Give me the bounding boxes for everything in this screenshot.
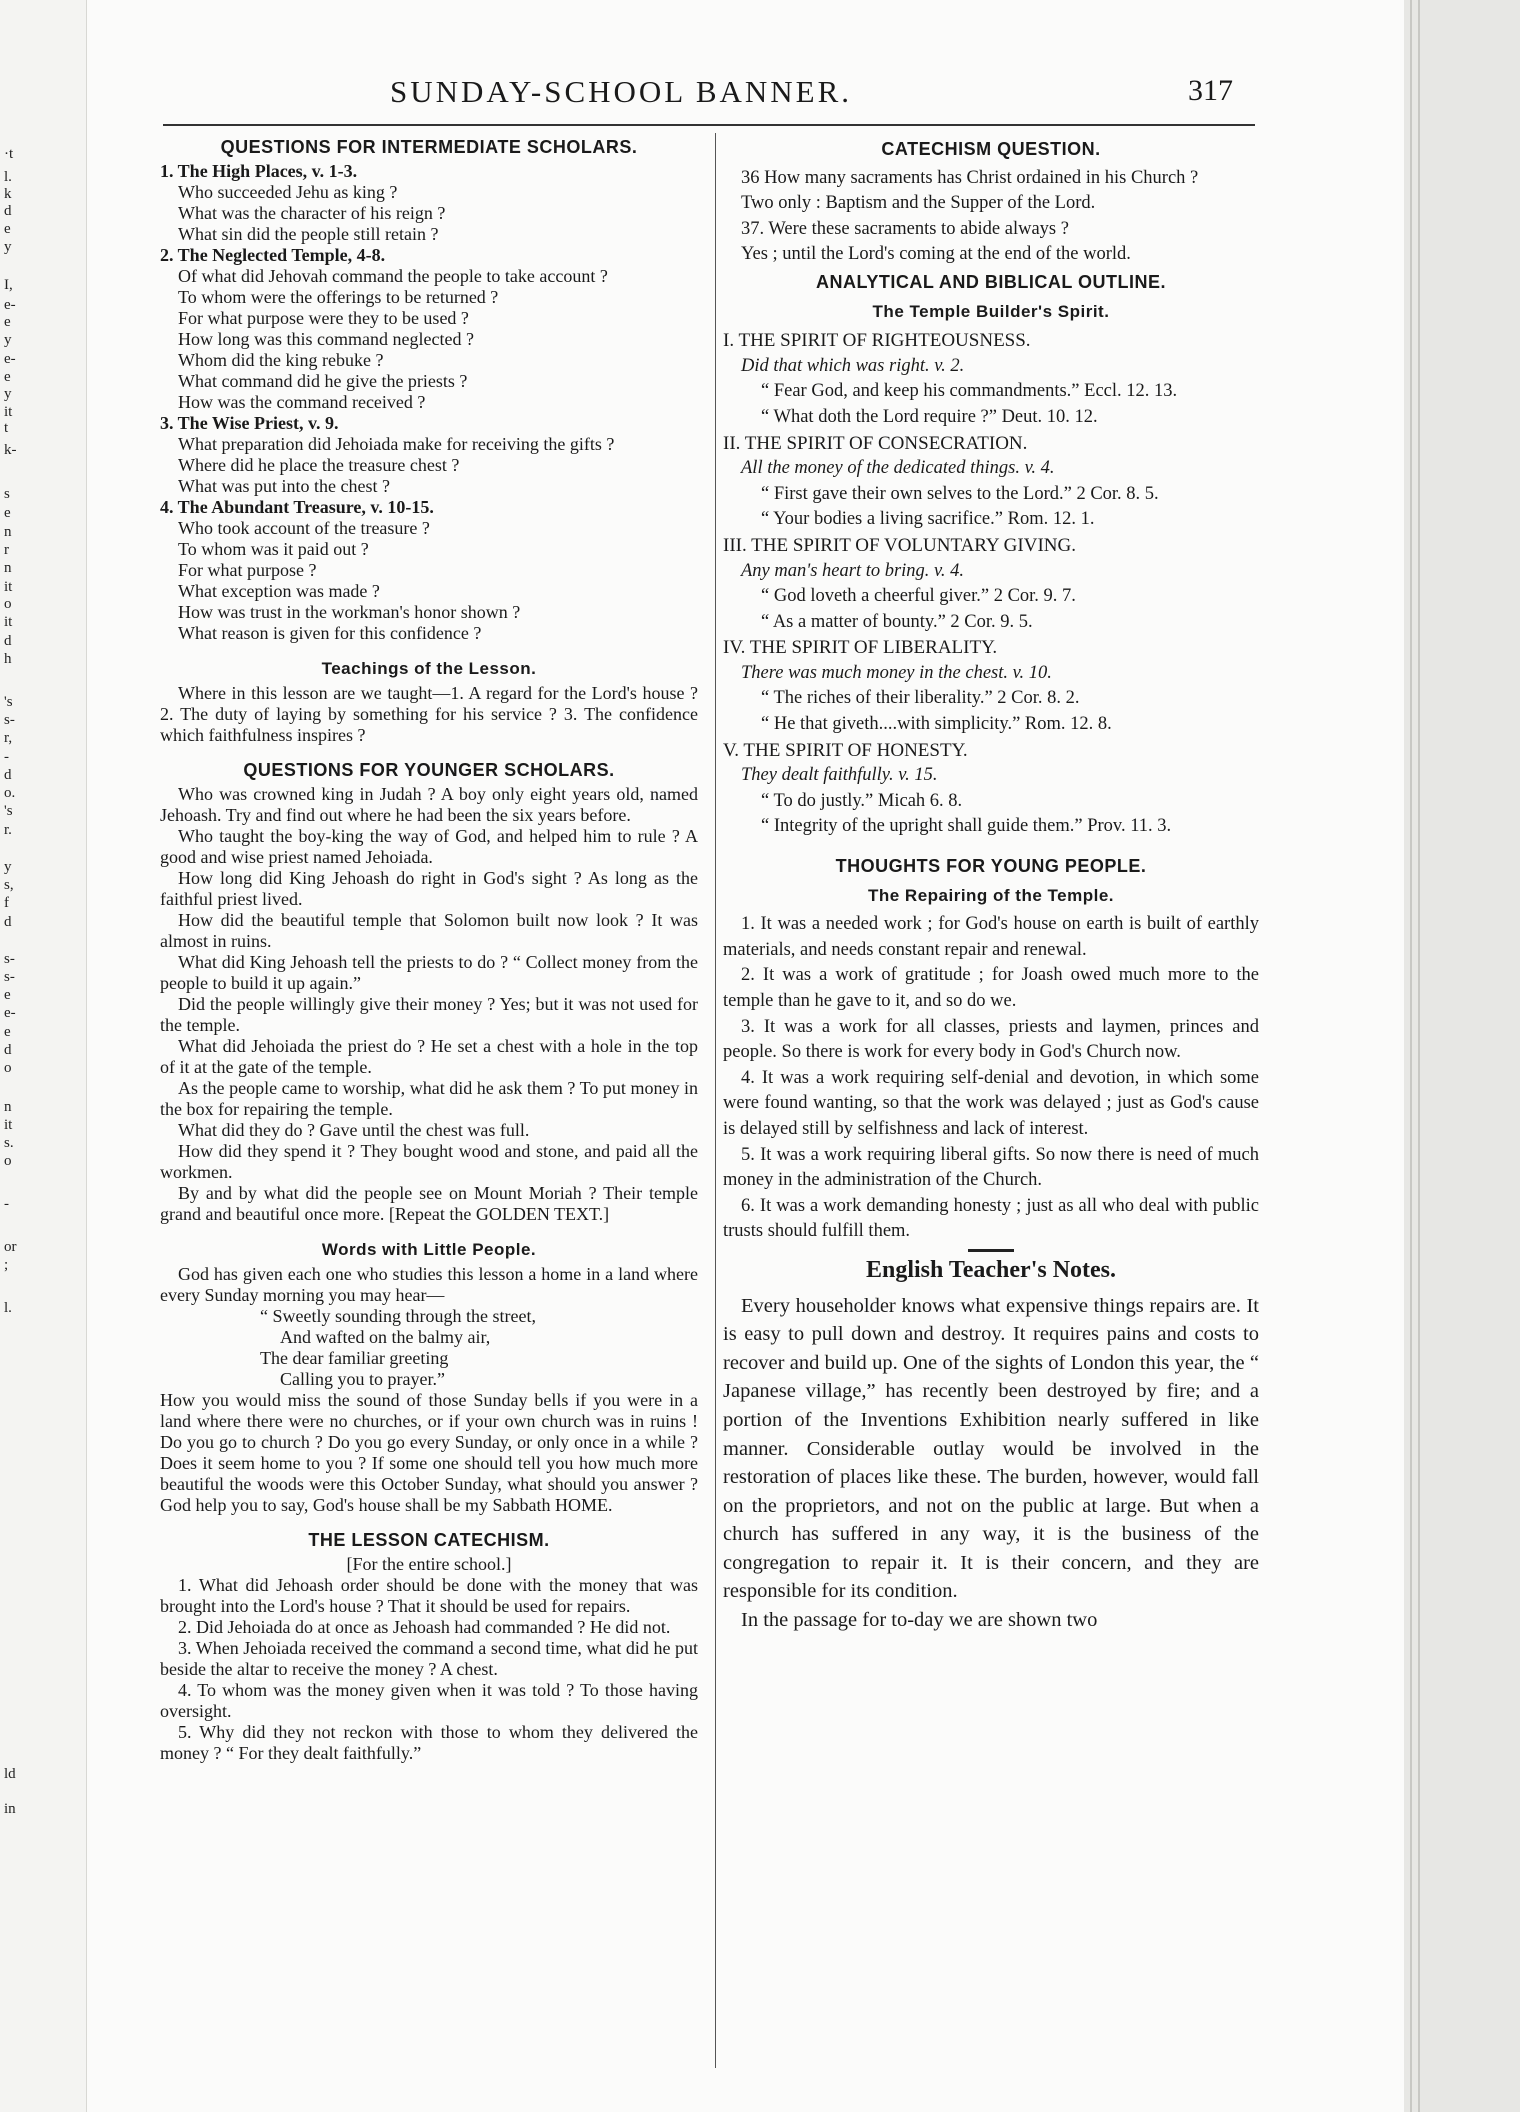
outline-heading: I. THE SPIRIT OF RIGHTEOUSNESS. xyxy=(723,330,1031,352)
outline-heading: IV. THE SPIRIT OF LIBERALITY. xyxy=(723,637,998,659)
text-line: 1. The High Places, v. 1-3. xyxy=(160,161,358,181)
text-line: “ The riches of their liberality.” 2 Cor. 8. 2. xyxy=(761,688,1080,709)
page-number: 317 xyxy=(1188,74,1233,107)
section-heading: The Repairing of the Temple. xyxy=(867,885,1115,905)
paragraph: Who was crowned king in Judah ? A boy only eight years old, named Jehoash. Try and find out where he had been the six years before. xyxy=(160,784,698,825)
gutter-fragment: o xyxy=(4,1060,12,1076)
gutter-fragment: it xyxy=(4,1117,13,1133)
text-line: Any man's heart to bring. v. 4. xyxy=(741,560,965,581)
gutter-fragment: s, xyxy=(4,877,14,893)
text-line: “ First gave their own selves to the Lord.” 2 Cor. 8. 5. xyxy=(761,483,1159,504)
gutter-fragment: f xyxy=(4,895,9,911)
gutter-fragment: ; xyxy=(4,1257,9,1273)
text-line: Who took account of the treasure ? xyxy=(178,518,430,538)
gutter-fragment: o xyxy=(4,596,12,612)
paragraph: How did they spend it ? They bought wood and stone, and paid all the workmen. xyxy=(160,1141,698,1182)
paragraph: 1. It was a needed work ; for God's house on earth is built of earthly materials, and needs constant repair and renewal. xyxy=(723,914,1259,960)
paragraph: What did Jehoiada the priest do ? He set a chest with a hole in the top of it at the gate of the temple. xyxy=(160,1036,698,1077)
gutter-fragment: h xyxy=(4,651,12,667)
outline-heading: II. THE SPIRIT OF CONSECRATION. xyxy=(723,432,1028,454)
gutter-fragment: n xyxy=(4,1099,12,1115)
gutter-fragment: k- xyxy=(4,442,17,458)
gutter-fragment: - xyxy=(4,1196,9,1212)
text-line: Did that which was right. v. 2. xyxy=(741,355,965,376)
spacer xyxy=(160,1225,698,1237)
paragraph: Where in this lesson are we taught—1. A regard for the Lord's house ? 2. The duty of laying by something for his service ? 3. The confidence which faithfulness inspires ? xyxy=(160,683,698,745)
text-line: What exception was made ? xyxy=(178,581,380,601)
paragraph: 6. It was a work demanding honesty ; just as all who deal with public trusts should fulfill them. xyxy=(723,1195,1259,1242)
gutter-fragment: k xyxy=(4,186,12,202)
text-line: What was the character of his reign ? xyxy=(178,203,446,223)
spacer xyxy=(160,644,698,656)
text-line: 4. The Abundant Treasure, v. 10-15. xyxy=(160,497,434,517)
paragraph: 4. It was a work requiring self-denial and devotion, in which some were found wanting, so that the work was delayed ; just as God's cause is delayed still by selfishness and lack of interest. xyxy=(723,1067,1259,1139)
gutter-fragment: d xyxy=(4,633,12,649)
paragraph: 4. To whom was the money given when it was told ? To those having oversight. xyxy=(160,1680,698,1721)
text-line: “ Fear God, and keep his commandments.” Eccl. 12. 13. xyxy=(761,381,1178,402)
section-heading: THE LESSON CATECHISM. xyxy=(308,1530,550,1550)
text-line: How long was this command neglected ? xyxy=(178,329,474,349)
paragraph: 36 How many sacraments has Christ ordained in his Church ? xyxy=(741,167,1199,188)
text-line: [For the entire school.] xyxy=(346,1554,512,1574)
section-heading: Teachings of the Lesson. xyxy=(321,659,537,678)
gutter-fragment: t xyxy=(4,420,9,436)
text-line: How was trust in the workman's honor shown ? xyxy=(178,602,521,622)
paragraph: How you would miss the sound of those Sunday bells if you were in a land where there were no churches, or if your own church was in ruins ! Do you go to church ? Do you go every Sunday, or only once in a while ? Does it seem home to you ? If some one should tell you how much more beautiful the woods were this October Sunday, what should you answer ? God help you to say, God's house shall be my Sabbath HOME. xyxy=(160,1390,698,1515)
poem-line: Calling you to prayer.” xyxy=(280,1369,445,1389)
text-line: For what purpose were they to be used ? xyxy=(178,308,469,328)
text-line: Yes ; until the Lord's coming at the end of the world. xyxy=(741,244,1131,265)
gutter-fragment: l. xyxy=(4,1300,12,1316)
paragraph: 5. Why did they not reckon with those to whom they delivered the money ? “ For they dealt faithfully.” xyxy=(160,1722,698,1763)
gutter-fragment: y xyxy=(4,239,12,255)
gutter-fragment: l. xyxy=(4,169,12,185)
text-line: To whom was it paid out ? xyxy=(178,539,369,559)
gutter-fragment: d xyxy=(4,203,12,219)
text-line: “ He that giveth....with simplicity.” Rom. 12. 8. xyxy=(761,714,1112,735)
right-column xyxy=(723,135,1259,1635)
section-heading: Words with Little People. xyxy=(321,1240,537,1259)
text-line: How was the command received ? xyxy=(178,392,426,412)
edge-strip xyxy=(1418,0,1420,2112)
gutter-fragment: e xyxy=(4,369,11,385)
gutter-fragment: I, xyxy=(4,277,13,293)
gutter-fragment: s. xyxy=(4,1135,14,1151)
gutter-fragment: or xyxy=(4,1239,17,1255)
gutter-fragment: e- xyxy=(4,351,16,367)
gutter-fragment: e- xyxy=(4,1005,16,1021)
gutter-fragment: e xyxy=(4,505,11,521)
gutter-fragment: e xyxy=(4,1024,11,1040)
gutter-fragment: e xyxy=(4,221,11,237)
text-line: “ To do justly.” Micah 6. 8. xyxy=(761,790,963,811)
gutter-fragment: o xyxy=(4,1153,12,1169)
paragraph: What did King Jehoash tell the priests to do ? “ Collect money from the people to build it up again.” xyxy=(160,952,698,993)
text-line: Where did he place the treasure chest ? xyxy=(178,455,460,475)
edge-strip xyxy=(1410,0,1412,2112)
gutter-fragment: d xyxy=(4,767,12,783)
text-line: Whom did the king rebuke ? xyxy=(178,350,384,370)
gutter-fragment: y xyxy=(4,332,12,348)
gutter-fragment: d xyxy=(4,1042,12,1058)
gutter-fragment: n xyxy=(4,560,12,576)
text-line: What sin did the people still retain ? xyxy=(178,224,439,244)
paragraph: 1. What did Jehoash order should be done with the money that was brought into the Lord's house ? That it should be used for repairs. xyxy=(160,1575,698,1616)
poem-line: And wafted on the balmy air, xyxy=(280,1327,491,1347)
gutter-fragment: y xyxy=(4,386,12,402)
gutter-fragment: it xyxy=(4,614,13,630)
paragraph: 5. It was a work requiring liberal gifts. So now there is need of much money in the administration of the Church. xyxy=(723,1144,1259,1191)
text-line: 37. Were these sacraments to abide always ? xyxy=(741,218,1069,239)
gutter-fragment: ld xyxy=(4,1766,16,1782)
running-header-title: SUNDAY-SCHOOL BANNER. xyxy=(390,74,853,109)
paragraph: 2. Did Jehoiada do at once as Jehoash had commanded ? He did not. xyxy=(178,1617,671,1637)
paragraph: How long did King Jehoash do right in God's sight ? As long as the faithful priest lived. xyxy=(160,868,698,909)
text-line: What was put into the chest ? xyxy=(178,476,390,496)
poem-line: The dear familiar greeting xyxy=(260,1348,449,1368)
gutter-fragment: e xyxy=(4,314,11,330)
spacer xyxy=(160,1516,698,1528)
poem-line: “ Sweetly sounding through the street, xyxy=(260,1306,536,1326)
section-heading: CATECHISM QUESTION. xyxy=(881,139,1101,159)
column-divider xyxy=(715,133,716,2068)
text-line: All the money of the dedicated things. v. 4. xyxy=(741,458,1055,479)
gutter-fragment: e- xyxy=(4,297,16,313)
gutter-fragment: it xyxy=(4,404,13,420)
paragraph: Who taught the boy-king the way of God, and helped him to rule ? A good and wise priest named Jehoiada. xyxy=(160,826,698,867)
gutter-fragment: s- xyxy=(4,951,15,967)
section-heading: The Temple Builder's Spirit. xyxy=(872,301,1110,321)
text-line: 2. The Neglected Temple, 4-8. xyxy=(160,245,386,265)
paragraph: In the passage for to-day we are shown two xyxy=(741,1609,1098,1632)
gutter-fragment: r, xyxy=(4,730,13,746)
paragraph: What preparation did Jehoiada make for receiving the gifts ? xyxy=(178,434,615,454)
gutter-fragment: n xyxy=(4,524,12,540)
outline-heading: III. THE SPIRIT OF VOLUNTARY GIVING. xyxy=(723,534,1076,556)
gutter-fragment: in xyxy=(4,1801,16,1817)
paragraph: God has given each one who studies this lesson a home in a land where every Sunday morning you may hear— xyxy=(160,1264,698,1305)
text-line: “ What doth the Lord require ?” Deut. 10. 12. xyxy=(761,406,1098,427)
paragraph: 2. It was a work of gratitude ; for Joash owed much more to the temple than he gave to it, and so do we. xyxy=(723,965,1259,1011)
paragraph: Every householder knows what expensive things repairs are. It is easy to pull down and destroy. It requires pains and costs to recover and build up. One of the sights of London this year, the “ Japanese village,” has recently been destroyed by fire; and a portion of the Inventions Exhibition nearly suffered in like manner. Considerable outlay would be involved in the restoration of places like these. The burden, however, would fall on the proprietors, and not on the public at large. But when a church has suffered in any way, it is the business of the congregation to repair it. It is their concern, and they are responsible for its condition. xyxy=(723,1294,1259,1603)
gutter-fragment: 's xyxy=(4,803,13,819)
spacer xyxy=(160,746,698,758)
right-margin-edge xyxy=(1404,0,1520,2112)
text-line: “ God loveth a cheerful giver.” 2 Cor. 9. 7. xyxy=(761,586,1076,607)
paragraph: By and by what did the people see on Mount Moriah ? Their temple grand and beautiful once more. [Repeat the GOLDEN TEXT.] xyxy=(160,1183,698,1224)
section-heading: QUESTIONS FOR YOUNGER SCHOLARS. xyxy=(243,760,615,780)
text-line: For what purpose ? xyxy=(178,560,317,580)
section-heading: QUESTIONS FOR INTERMEDIATE SCHOLARS. xyxy=(220,137,638,157)
section-heading: ANALYTICAL AND BIBLICAL OUTLINE. xyxy=(815,271,1166,292)
left-column xyxy=(160,135,698,1764)
spacer xyxy=(723,840,1259,852)
gutter-fragment: d xyxy=(4,914,12,930)
text-line: Two only : Baptism and the Supper of the Lord. xyxy=(741,193,1096,214)
outline-heading: V. THE SPIRIT OF HONESTY. xyxy=(723,739,968,761)
text-line: Who succeeded Jehu as king ? xyxy=(178,182,398,202)
text-line: “ Integrity of the upright shall guide them.” Prov. 11. 3. xyxy=(761,816,1172,837)
gutter-fragment: it xyxy=(4,579,13,595)
text-line: There was much money in the chest. v. 10. xyxy=(741,662,1052,683)
paragraph: Did the people willingly give their money ? Yes; but it was not used for the temple. xyxy=(160,994,698,1035)
gutter-fragment: y xyxy=(4,859,12,875)
text-line: To whom were the offerings to be returned ? xyxy=(178,287,499,307)
gutter-fragment: s- xyxy=(4,712,15,728)
gutter-fragment: o. xyxy=(4,785,16,801)
gutter-fragment: - xyxy=(4,749,9,765)
paragraph: 3. When Jehoiada received the command a second time, what did he put beside the altar to receive the money ? A chest. xyxy=(160,1638,698,1679)
text-line: “ Your bodies a living sacrifice.” Rom. 12. 1. xyxy=(761,509,1095,530)
previous-page-gutter xyxy=(0,0,86,2112)
paragraph: How did the beautiful temple that Solomon built now look ? It was almost in ruins. xyxy=(160,910,698,951)
section-heading: THOUGHTS FOR YOUNG PEOPLE. xyxy=(835,856,1147,877)
section-heading: English Teacher's Notes. xyxy=(865,1256,1117,1283)
gutter-fragment: ·t xyxy=(4,146,14,162)
text-line: They dealt faithfully. v. 15. xyxy=(741,765,938,786)
text-line: “ As a matter of bounty.” 2 Cor. 9. 5. xyxy=(761,611,1033,632)
paragraph: What did they do ? Gave until the chest was full. xyxy=(178,1120,530,1140)
gutter-fragment: 's xyxy=(4,694,13,710)
header-rule xyxy=(163,124,1255,126)
gutter-fragment: s- xyxy=(4,969,15,985)
paragraph: 3. It was a work for all classes, priests and laymen, princes and people. So there is work for every body in God's Church now. xyxy=(723,1016,1259,1063)
paragraph: Of what did Jehovah command the people to take account ? xyxy=(178,266,608,286)
text-line: 3. The Wise Priest, v. 9. xyxy=(160,413,339,433)
paragraph: As the people came to worship, what did he ask them ? To put money in the box for repairing the temple. xyxy=(160,1078,698,1119)
gutter-fragment: e xyxy=(4,987,11,1003)
text-line: What command did he give the priests ? xyxy=(178,371,468,391)
gutter-fragment: s xyxy=(4,486,10,502)
gutter-fragment: r. xyxy=(4,822,12,838)
text-line: What reason is given for this confidence ? xyxy=(178,623,482,643)
section-rule xyxy=(968,1249,1014,1252)
gutter-fragment: r xyxy=(4,542,9,558)
